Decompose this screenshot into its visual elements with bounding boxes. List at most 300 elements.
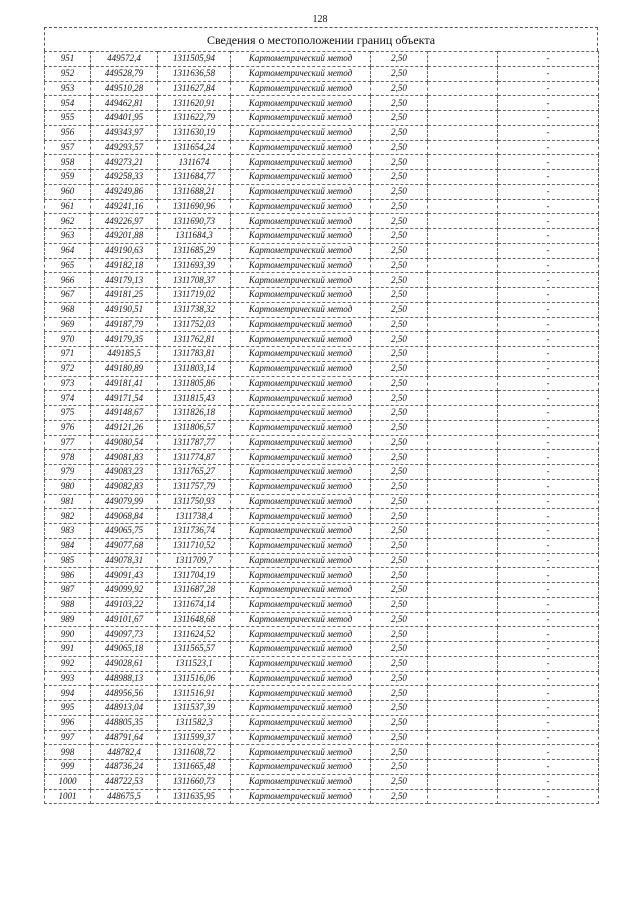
y-coordinate-cell: 1311624,52 <box>158 627 231 642</box>
point-number-cell: 967 <box>45 288 91 303</box>
description-cell: - <box>498 774 599 789</box>
description-cell: - <box>498 450 599 465</box>
accuracy-cell: 2,50 <box>371 730 428 745</box>
point-number-cell: 963 <box>45 229 91 244</box>
blank-cell <box>428 509 498 524</box>
accuracy-cell: 2,50 <box>371 229 428 244</box>
table-row <box>45 553 599 568</box>
method-cell: Картометрический метод <box>231 96 371 111</box>
y-coordinate-cell: 1311752,03 <box>158 317 231 332</box>
table-row <box>45 199 599 214</box>
x-coordinate-cell: 448782,4 <box>91 745 158 760</box>
description-cell: - <box>498 465 599 480</box>
x-coordinate-cell: 449190,51 <box>91 302 158 317</box>
method-cell: Картометрический метод <box>231 553 371 568</box>
x-coordinate-cell: 449181,41 <box>91 376 158 391</box>
x-coordinate-cell: 449401,95 <box>91 111 158 126</box>
table-row <box>45 317 599 332</box>
y-coordinate-cell: 1311704,19 <box>158 568 231 583</box>
x-coordinate-cell: 448675,5 <box>91 789 158 804</box>
blank-cell <box>428 258 498 273</box>
point-number-cell: 985 <box>45 553 91 568</box>
method-cell: Картометрический метод <box>231 52 371 67</box>
method-cell: Картометрический метод <box>231 406 371 421</box>
y-coordinate-cell: 1311688,21 <box>158 184 231 199</box>
description-cell: - <box>498 642 599 657</box>
point-number-cell: 991 <box>45 642 91 657</box>
description-cell: - <box>498 332 599 347</box>
y-coordinate-cell: 1311736,74 <box>158 524 231 539</box>
point-number-cell: 982 <box>45 509 91 524</box>
y-coordinate-cell: 1311803,14 <box>158 361 231 376</box>
description-cell: - <box>498 125 599 140</box>
point-number-cell: 999 <box>45 760 91 775</box>
point-number-cell: 996 <box>45 715 91 730</box>
y-coordinate-cell: 1311635,95 <box>158 789 231 804</box>
accuracy-cell: 2,50 <box>371 465 428 480</box>
coordinates-table-body <box>45 52 599 804</box>
point-number-cell: 990 <box>45 627 91 642</box>
x-coordinate-cell: 449343,97 <box>91 125 158 140</box>
description-cell: - <box>498 361 599 376</box>
y-coordinate-cell: 1311709,7 <box>158 553 231 568</box>
y-coordinate-cell: 1311505,94 <box>158 52 231 67</box>
accuracy-cell: 2,50 <box>371 568 428 583</box>
method-cell: Картометрический метод <box>231 642 371 657</box>
description-cell: - <box>498 656 599 671</box>
point-number-cell: 969 <box>45 317 91 332</box>
table-row <box>45 420 599 435</box>
table-row <box>45 627 599 642</box>
method-cell: Картометрический метод <box>231 715 371 730</box>
x-coordinate-cell: 449226,97 <box>91 214 158 229</box>
y-coordinate-cell: 1311674 <box>158 155 231 170</box>
point-number-cell: 956 <box>45 125 91 140</box>
accuracy-cell: 2,50 <box>371 214 428 229</box>
y-coordinate-cell: 1311537,39 <box>158 701 231 716</box>
description-cell: - <box>498 52 599 67</box>
method-cell: Картометрический метод <box>231 361 371 376</box>
x-coordinate-cell: 449180,89 <box>91 361 158 376</box>
description-cell: - <box>498 789 599 804</box>
x-coordinate-cell: 449082,83 <box>91 479 158 494</box>
accuracy-cell: 2,50 <box>371 583 428 598</box>
blank-cell <box>428 465 498 480</box>
point-number-cell: 986 <box>45 568 91 583</box>
blank-cell <box>428 479 498 494</box>
accuracy-cell: 2,50 <box>371 125 428 140</box>
table-row <box>45 597 599 612</box>
method-cell: Картометрический метод <box>231 214 371 229</box>
method-cell: Картометрический метод <box>231 597 371 612</box>
table-row <box>45 111 599 126</box>
y-coordinate-cell: 1311684,77 <box>158 170 231 185</box>
x-coordinate-cell: 449077,68 <box>91 538 158 553</box>
blank-cell <box>428 583 498 598</box>
y-coordinate-cell: 1311608,72 <box>158 745 231 760</box>
point-number-cell: 995 <box>45 701 91 716</box>
y-coordinate-cell: 1311783,81 <box>158 347 231 362</box>
accuracy-cell: 2,50 <box>371 332 428 347</box>
method-cell: Картометрический метод <box>231 730 371 745</box>
method-cell: Картометрический метод <box>231 760 371 775</box>
x-coordinate-cell: 448722,53 <box>91 774 158 789</box>
description-cell: - <box>498 229 599 244</box>
description-cell: - <box>498 494 599 509</box>
y-coordinate-cell: 1311708,37 <box>158 273 231 288</box>
accuracy-cell: 2,50 <box>371 406 428 421</box>
description-cell: - <box>498 376 599 391</box>
blank-cell <box>428 612 498 627</box>
table-row <box>45 656 599 671</box>
x-coordinate-cell: 449179,35 <box>91 332 158 347</box>
blank-cell <box>428 140 498 155</box>
y-coordinate-cell: 1311693,39 <box>158 258 231 273</box>
method-cell: Картометрический метод <box>231 774 371 789</box>
point-number-cell: 984 <box>45 538 91 553</box>
accuracy-cell: 2,50 <box>371 524 428 539</box>
method-cell: Картометрический метод <box>231 479 371 494</box>
point-number-cell: 961 <box>45 199 91 214</box>
y-coordinate-cell: 1311665,48 <box>158 760 231 775</box>
point-number-cell: 992 <box>45 656 91 671</box>
point-number-cell: 1000 <box>45 774 91 789</box>
point-number-cell: 959 <box>45 170 91 185</box>
method-cell: Картометрический метод <box>231 155 371 170</box>
accuracy-cell: 2,50 <box>371 81 428 96</box>
accuracy-cell: 2,50 <box>371 96 428 111</box>
description-cell: - <box>498 760 599 775</box>
method-cell: Картометрический метод <box>231 465 371 480</box>
blank-cell <box>428 273 498 288</box>
table-row <box>45 214 599 229</box>
table-row <box>45 671 599 686</box>
description-cell: - <box>498 730 599 745</box>
blank-cell <box>428 686 498 701</box>
x-coordinate-cell: 449068,84 <box>91 509 158 524</box>
y-coordinate-cell: 1311684,3 <box>158 229 231 244</box>
method-cell: Картометрический метод <box>231 391 371 406</box>
point-number-cell: 989 <box>45 612 91 627</box>
accuracy-cell: 2,50 <box>371 789 428 804</box>
x-coordinate-cell: 449510,28 <box>91 81 158 96</box>
blank-cell <box>428 347 498 362</box>
x-coordinate-cell: 449081,83 <box>91 450 158 465</box>
blank-cell <box>428 170 498 185</box>
y-coordinate-cell: 1311660,73 <box>158 774 231 789</box>
description-cell: - <box>498 597 599 612</box>
table-row <box>45 302 599 317</box>
description-cell: - <box>498 686 599 701</box>
description-cell: - <box>498 627 599 642</box>
table-row <box>45 288 599 303</box>
accuracy-cell: 2,50 <box>371 671 428 686</box>
x-coordinate-cell: 449148,67 <box>91 406 158 421</box>
point-number-cell: 951 <box>45 52 91 67</box>
accuracy-cell: 2,50 <box>371 597 428 612</box>
x-coordinate-cell: 449080,54 <box>91 435 158 450</box>
point-number-cell: 966 <box>45 273 91 288</box>
method-cell: Картометрический метод <box>231 184 371 199</box>
accuracy-cell: 2,50 <box>371 391 428 406</box>
blank-cell <box>428 332 498 347</box>
method-cell: Картометрический метод <box>231 140 371 155</box>
point-number-cell: 993 <box>45 671 91 686</box>
description-cell: - <box>498 671 599 686</box>
y-coordinate-cell: 1311565,57 <box>158 642 231 657</box>
y-coordinate-cell: 1311620,91 <box>158 96 231 111</box>
method-cell: Картометрический метод <box>231 656 371 671</box>
description-cell: - <box>498 509 599 524</box>
blank-cell <box>428 184 498 199</box>
table-row <box>45 184 599 199</box>
blank-cell <box>428 214 498 229</box>
y-coordinate-cell: 1311622,79 <box>158 111 231 126</box>
description-cell: - <box>498 81 599 96</box>
description-cell: - <box>498 199 599 214</box>
point-number-cell: 980 <box>45 479 91 494</box>
y-coordinate-cell: 1311523,1 <box>158 656 231 671</box>
table-row <box>45 524 599 539</box>
x-coordinate-cell: 449182,18 <box>91 258 158 273</box>
blank-cell <box>428 656 498 671</box>
description-cell: - <box>498 258 599 273</box>
x-coordinate-cell: 449249,86 <box>91 184 158 199</box>
y-coordinate-cell: 1311516,06 <box>158 671 231 686</box>
blank-cell <box>428 243 498 258</box>
point-number-cell: 998 <box>45 745 91 760</box>
method-cell: Картометрический метод <box>231 420 371 435</box>
x-coordinate-cell: 449091,43 <box>91 568 158 583</box>
accuracy-cell: 2,50 <box>371 509 428 524</box>
method-cell: Картометрический метод <box>231 494 371 509</box>
accuracy-cell: 2,50 <box>371 155 428 170</box>
y-coordinate-cell: 1311630,19 <box>158 125 231 140</box>
method-cell: Картометрический метод <box>231 745 371 760</box>
description-cell: - <box>498 302 599 317</box>
table-row <box>45 509 599 524</box>
table-row <box>45 465 599 480</box>
x-coordinate-cell: 448956,56 <box>91 686 158 701</box>
y-coordinate-cell: 1311765,27 <box>158 465 231 480</box>
description-cell: - <box>498 317 599 332</box>
method-cell: Картометрический метод <box>231 111 371 126</box>
point-number-cell: 970 <box>45 332 91 347</box>
table-row <box>45 391 599 406</box>
accuracy-cell: 2,50 <box>371 258 428 273</box>
accuracy-cell: 2,50 <box>371 686 428 701</box>
blank-cell <box>428 774 498 789</box>
method-cell: Картометрический метод <box>231 568 371 583</box>
y-coordinate-cell: 1311685,29 <box>158 243 231 258</box>
blank-cell <box>428 199 498 214</box>
blank-cell <box>428 715 498 730</box>
point-number-cell: 979 <box>45 465 91 480</box>
blank-cell <box>428 81 498 96</box>
description-cell: - <box>498 538 599 553</box>
point-number-cell: 953 <box>45 81 91 96</box>
description-cell: - <box>498 111 599 126</box>
point-number-cell: 958 <box>45 155 91 170</box>
sheet-title: Сведения о местоположении границ объекта <box>44 27 598 51</box>
method-cell: Картометрический метод <box>231 524 371 539</box>
x-coordinate-cell: 449258,33 <box>91 170 158 185</box>
accuracy-cell: 2,50 <box>371 347 428 362</box>
point-number-cell: 960 <box>45 184 91 199</box>
method-cell: Картометрический метод <box>231 583 371 598</box>
y-coordinate-cell: 1311738,32 <box>158 302 231 317</box>
x-coordinate-cell: 449065,75 <box>91 524 158 539</box>
accuracy-cell: 2,50 <box>371 376 428 391</box>
description-cell: - <box>498 214 599 229</box>
blank-cell <box>428 420 498 435</box>
table-row <box>45 81 599 96</box>
point-number-cell: 964 <box>45 243 91 258</box>
y-coordinate-cell: 1311627,84 <box>158 81 231 96</box>
blank-cell <box>428 627 498 642</box>
accuracy-cell: 2,50 <box>371 302 428 317</box>
accuracy-cell: 2,50 <box>371 494 428 509</box>
x-coordinate-cell: 449293,57 <box>91 140 158 155</box>
accuracy-cell: 2,50 <box>371 361 428 376</box>
blank-cell <box>428 229 498 244</box>
method-cell: Картометрический метод <box>231 199 371 214</box>
blank-cell <box>428 66 498 81</box>
method-cell: Картометрический метод <box>231 243 371 258</box>
accuracy-cell: 2,50 <box>371 243 428 258</box>
table-row <box>45 52 599 67</box>
description-cell: - <box>498 745 599 760</box>
accuracy-cell: 2,50 <box>371 111 428 126</box>
x-coordinate-cell: 449572,4 <box>91 52 158 67</box>
blank-cell <box>428 406 498 421</box>
table-row <box>45 347 599 362</box>
x-coordinate-cell: 449528,79 <box>91 66 158 81</box>
table-row <box>45 435 599 450</box>
y-coordinate-cell: 1311762,81 <box>158 332 231 347</box>
point-number-cell: 983 <box>45 524 91 539</box>
x-coordinate-cell: 449028,61 <box>91 656 158 671</box>
blank-cell <box>428 671 498 686</box>
point-number-cell: 997 <box>45 730 91 745</box>
table-row <box>45 760 599 775</box>
point-number-cell: 988 <box>45 597 91 612</box>
blank-cell <box>428 553 498 568</box>
x-coordinate-cell: 449121,26 <box>91 420 158 435</box>
table-row <box>45 243 599 258</box>
table-row <box>45 730 599 745</box>
blank-cell <box>428 760 498 775</box>
blank-cell <box>428 450 498 465</box>
method-cell: Картометрический метод <box>231 435 371 450</box>
method-cell: Картометрический метод <box>231 701 371 716</box>
y-coordinate-cell: 1311719,02 <box>158 288 231 303</box>
y-coordinate-cell: 1311654,24 <box>158 140 231 155</box>
table-row <box>45 258 599 273</box>
blank-cell <box>428 730 498 745</box>
x-coordinate-cell: 449201,88 <box>91 229 158 244</box>
accuracy-cell: 2,50 <box>371 715 428 730</box>
description-cell: - <box>498 420 599 435</box>
accuracy-cell: 2,50 <box>371 435 428 450</box>
method-cell: Картометрический метод <box>231 317 371 332</box>
x-coordinate-cell: 448988,13 <box>91 671 158 686</box>
description-cell: - <box>498 612 599 627</box>
description-cell: - <box>498 155 599 170</box>
y-coordinate-cell: 1311805,86 <box>158 376 231 391</box>
blank-cell <box>428 288 498 303</box>
blank-cell <box>428 597 498 612</box>
page-number: 128 <box>312 14 328 25</box>
blank-cell <box>428 538 498 553</box>
y-coordinate-cell: 1311690,96 <box>158 199 231 214</box>
table-row <box>45 479 599 494</box>
accuracy-cell: 2,50 <box>371 745 428 760</box>
x-coordinate-cell: 448736,24 <box>91 760 158 775</box>
description-cell: - <box>498 96 599 111</box>
method-cell: Картометрический метод <box>231 376 371 391</box>
method-cell: Картометрический метод <box>231 229 371 244</box>
point-number-cell: 974 <box>45 391 91 406</box>
accuracy-cell: 2,50 <box>371 450 428 465</box>
accuracy-cell: 2,50 <box>371 553 428 568</box>
x-coordinate-cell: 449241,16 <box>91 199 158 214</box>
method-cell: Картометрический метод <box>231 66 371 81</box>
accuracy-cell: 2,50 <box>371 701 428 716</box>
blank-cell <box>428 701 498 716</box>
accuracy-cell: 2,50 <box>371 140 428 155</box>
x-coordinate-cell: 449097,73 <box>91 627 158 642</box>
blank-cell <box>428 642 498 657</box>
method-cell: Картометрический метод <box>231 538 371 553</box>
blank-cell <box>428 125 498 140</box>
table-row <box>45 361 599 376</box>
table-row <box>45 273 599 288</box>
point-number-cell: 987 <box>45 583 91 598</box>
blank-cell <box>428 111 498 126</box>
y-coordinate-cell: 1311516,91 <box>158 686 231 701</box>
description-cell: - <box>498 184 599 199</box>
y-coordinate-cell: 1311599,37 <box>158 730 231 745</box>
method-cell: Картометрический метод <box>231 273 371 288</box>
point-number-cell: 952 <box>45 66 91 81</box>
point-number-cell: 1001 <box>45 789 91 804</box>
y-coordinate-cell: 1311750,93 <box>158 494 231 509</box>
x-coordinate-cell: 449079,99 <box>91 494 158 509</box>
blank-cell <box>428 317 498 332</box>
x-coordinate-cell: 449078,31 <box>91 553 158 568</box>
description-cell: - <box>498 406 599 421</box>
blank-cell <box>428 568 498 583</box>
x-coordinate-cell: 449273,21 <box>91 155 158 170</box>
x-coordinate-cell: 449462,81 <box>91 96 158 111</box>
point-number-cell: 955 <box>45 111 91 126</box>
method-cell: Картометрический метод <box>231 332 371 347</box>
y-coordinate-cell: 1311674,14 <box>158 597 231 612</box>
point-number-cell: 968 <box>45 302 91 317</box>
y-coordinate-cell: 1311738,4 <box>158 509 231 524</box>
table-row <box>45 612 599 627</box>
coordinates-table <box>44 51 599 804</box>
x-coordinate-cell: 448791,64 <box>91 730 158 745</box>
method-cell: Картометрический метод <box>231 686 371 701</box>
accuracy-cell: 2,50 <box>371 627 428 642</box>
table-row <box>45 715 599 730</box>
table-row <box>45 538 599 553</box>
accuracy-cell: 2,50 <box>371 317 428 332</box>
description-cell: - <box>498 170 599 185</box>
point-number-cell: 976 <box>45 420 91 435</box>
